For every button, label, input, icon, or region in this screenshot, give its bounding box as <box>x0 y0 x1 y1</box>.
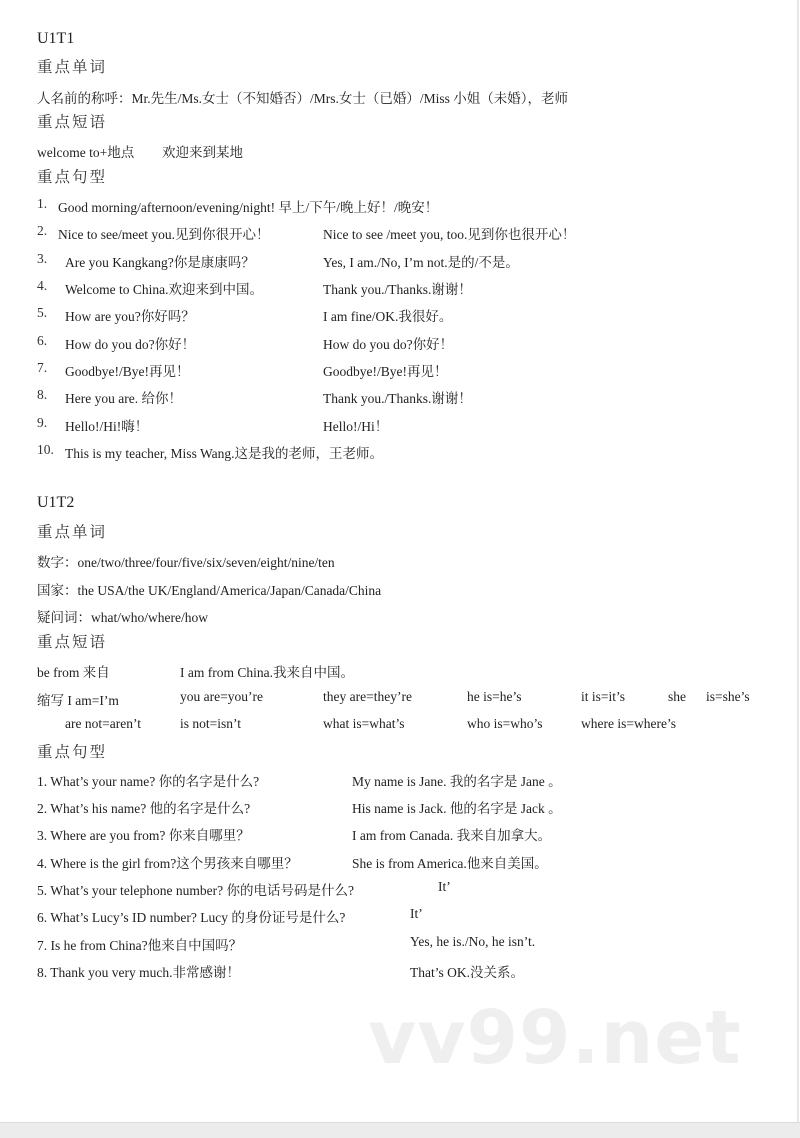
sentence-answer: She is from America.他来自美国。 <box>352 856 548 871</box>
sentence-question: 3. Where are you from? 你来自哪里？ <box>37 828 250 843</box>
sentence-number: 10. <box>37 442 54 457</box>
sentence-number: 4. <box>37 278 48 293</box>
sentence-answer: Nice to see /meet you, too.见到你也很开心！ <box>323 227 576 242</box>
phrase-en: be from 来自 <box>37 665 110 680</box>
phrase-en: welcome to+地点 <box>37 145 135 160</box>
sentence-question: 1. What’s your name? 你的名字是什么? <box>37 774 260 789</box>
sentence-answer: It’ <box>438 879 451 894</box>
phrase-heading: 重点短语 <box>37 113 108 131</box>
contraction: they are=they’re <box>323 689 412 704</box>
sentence-number: 8. <box>37 387 48 402</box>
sentence-answer: How do you do?你好！ <box>323 337 454 352</box>
sentence-answer: Yes, he is./No, he isn’t. <box>410 934 536 949</box>
sentence-heading: 重点句型 <box>37 743 108 761</box>
sentence-number: 3. <box>37 251 48 266</box>
sentence-answer: It’ <box>410 906 423 921</box>
phrase-heading: 重点短语 <box>37 633 108 651</box>
sentence-heading: 重点句型 <box>37 168 108 186</box>
sentence-question: Welcome to China.欢迎来到中国。 <box>65 282 264 297</box>
vocab-line: 人名前的称呼：Mr.先生/Ms.女士（不知婚否）/Mrs.女士（已婚）/Miss 小姐（未婚），老师 <box>37 91 569 106</box>
sentence-question: Good morning/afternoon/evening/night! 早上/下午/晚上好！/晚安！ <box>58 200 439 215</box>
sentence-answer: Thank you./Thanks.谢谢！ <box>323 391 472 406</box>
sentence-answer: Thank you./Thanks.谢谢！ <box>323 282 472 297</box>
sentence-question: Nice to see/meet you.见到你很开心！ <box>58 227 270 242</box>
contraction: who is=who’s <box>467 716 543 731</box>
sentence-question: 7. Is he from China?他来自中国吗？ <box>37 938 243 953</box>
sentence-number: 5. <box>37 305 48 320</box>
sentence-question: Goodbye!/Bye!再见！ <box>65 364 190 379</box>
contraction: 缩写 I am=I’m <box>37 693 119 708</box>
contraction: you are=you’re <box>180 689 263 704</box>
sentence-question: Here you are. 给你！ <box>65 391 182 406</box>
phrase-cn: 欢迎来到某地 <box>162 145 243 160</box>
sentence-question: 5. What’s your telephone number? 你的电话号码是什么? <box>37 883 354 898</box>
contraction: it is=it’s <box>581 689 626 704</box>
sentence-answer: My name is Jane. 我的名字是 Jane 。 <box>352 774 562 789</box>
sentence-number: 9. <box>37 415 48 430</box>
unit-title-u1t1: U1T1 <box>37 30 75 47</box>
sentence-answer: Hello!/Hi！ <box>323 419 389 434</box>
contraction: where is=where’s <box>581 716 676 731</box>
sentence-question: 2. What’s his name? 他的名字是什么? <box>37 801 251 816</box>
contraction: what is=what’s <box>323 716 405 731</box>
sentence-answer: Yes, I am./No, I’m not.是的/不是。 <box>323 255 519 270</box>
vocab-heading: 重点单词 <box>37 58 108 76</box>
sentence-number: 1. <box>37 196 48 211</box>
vocab-line-numbers: 数字：one/two/three/four/five/six/seven/eight/nine/ten <box>37 555 335 570</box>
page-bottom-edge <box>0 1122 800 1138</box>
sentence-question: Are you Kangkang?你是康康吗？ <box>65 255 255 270</box>
sentence-answer: His name is Jack. 他的名字是 Jack 。 <box>352 801 562 816</box>
contraction: is not=isn’t <box>180 716 242 731</box>
sentence-question: 6. What’s Lucy’s ID number? Lucy 的身份证号是什么? <box>37 910 346 925</box>
sentence-question: How do you do?你好！ <box>65 337 196 352</box>
contraction: is=she’s <box>706 689 750 704</box>
sentence-question: How are you?你好吗？ <box>65 309 195 324</box>
sentence-number: 7. <box>37 360 48 375</box>
watermark: vv99.net <box>368 995 742 1081</box>
sentence-question: This is my teacher, Miss Wang.这是我的老师，王老师。 <box>65 446 383 461</box>
vocab-line-question-words: 疑问词：what/who/where/how <box>37 610 208 625</box>
sentence-answer: I am fine/OK.我很好。 <box>323 309 453 324</box>
sentence-answer: That’s OK.没关系。 <box>410 965 524 980</box>
sentence-answer: Goodbye!/Bye!再见！ <box>323 364 448 379</box>
sentence-question: 4. Where is the girl from?这个男孩来自哪里？ <box>37 856 298 871</box>
sentence-question: 8. Thank you very much.非常感谢！ <box>37 965 240 980</box>
vocab-heading: 重点单词 <box>37 523 108 541</box>
contraction: she <box>668 689 686 704</box>
vocab-line-countries: 国家：the USA/the UK/England/America/Japan/Canada/China <box>37 583 382 598</box>
sentence-number: 6. <box>37 333 48 348</box>
contraction: he is=he’s <box>467 689 522 704</box>
unit-title-u1t2: U1T2 <box>37 494 75 511</box>
phrase-example: I am from China.我来自中国。 <box>180 665 354 680</box>
contraction: are not=aren’t <box>65 716 141 731</box>
sentence-question: Hello!/Hi!嗨！ <box>65 419 149 434</box>
sentence-number: 2. <box>37 223 48 238</box>
sentence-answer: I am from Canada. 我来自加拿大。 <box>352 828 552 843</box>
